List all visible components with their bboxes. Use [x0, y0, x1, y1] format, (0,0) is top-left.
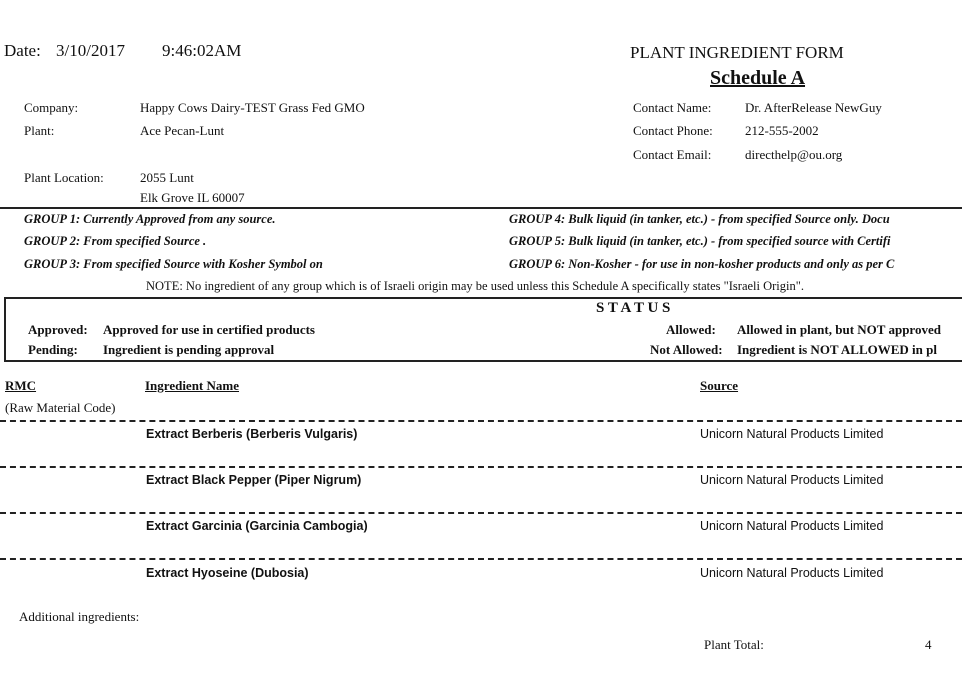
- company-label: Company:: [24, 100, 79, 115]
- col-header-rmc: RMC: [5, 378, 37, 393]
- contact-phone-label: Contact Phone:: [633, 123, 713, 138]
- row-source: Unicorn Natural Products Limited: [700, 427, 884, 441]
- contact-name-value: Dr. AfterRelease NewGuy: [745, 100, 882, 115]
- row-source: Unicorn Natural Products Limited: [700, 519, 884, 533]
- table-row: [0, 420, 962, 466]
- plant-location-line1: 2055 Lunt: [140, 170, 194, 185]
- group-2: GROUP 2: From specified Source .: [24, 234, 207, 248]
- col-header-source: Source: [700, 378, 739, 393]
- israeli-origin-note: NOTE: No ingredient of any group which is of Israeli origin may be used unless this Schedule A specifically states "Israeli Origin".: [146, 279, 804, 293]
- plant-value: Ace Pecan-Lunt: [140, 123, 225, 138]
- plant-total-label: Plant Total:: [704, 637, 764, 652]
- group-3: GROUP 3: From specified Source with Kosher Symbol on: [24, 257, 323, 271]
- schedule-title: Schedule A: [710, 67, 806, 89]
- table-row: [0, 466, 962, 512]
- col-header-rmc-sub: (Raw Material Code): [5, 400, 116, 415]
- group-1: GROUP 1: Currently Approved from any source.: [24, 212, 276, 226]
- table-row: [0, 558, 962, 604]
- contact-name-label: Contact Name:: [633, 100, 712, 115]
- group-5: GROUP 5: Bulk liquid (in tanker, etc.) - from specified source with Certifi: [509, 234, 891, 248]
- group-6: GROUP 6: Non-Kosher - for use in non-kosher products and only as per C: [509, 257, 895, 271]
- status-allowed-label: Allowed:: [666, 322, 716, 337]
- plant-location-line2: Elk Grove IL 60007: [140, 190, 245, 205]
- plant-location-label: Plant Location:: [24, 170, 104, 185]
- time-value: 9:46:02AM: [162, 41, 242, 60]
- status-not-allowed-label: Not Allowed:: [650, 342, 723, 357]
- group-4: GROUP 4: Bulk liquid (in tanker, etc.) - from specified Source only. Docu: [509, 212, 890, 226]
- date-label: Date:: [4, 41, 41, 60]
- date-value: 3/10/2017: [56, 41, 125, 60]
- status-title: S T A T U S: [596, 300, 671, 316]
- row-ingredient: Extract Berberis (Berberis Vulgaris): [146, 427, 358, 441]
- row-source: Unicorn Natural Products Limited: [700, 566, 884, 580]
- table-row: [0, 512, 962, 558]
- contact-email-value: directhelp@ou.org: [745, 147, 843, 162]
- additional-ingredients-label: Additional ingredients:: [19, 609, 140, 624]
- plant-label: Plant:: [24, 123, 55, 138]
- contact-phone-value: 212-555-2002: [745, 123, 819, 138]
- status-allowed-text: Allowed in plant, but NOT approved: [737, 322, 941, 337]
- row-source: Unicorn Natural Products Limited: [700, 473, 884, 487]
- company-value: Happy Cows Dairy-TEST Grass Fed GMO: [140, 100, 365, 115]
- col-header-ingredient: Ingredient Name: [145, 378, 240, 393]
- row-ingredient: Extract Black Pepper (Piper Nigrum): [146, 473, 362, 487]
- contact-email-label: Contact Email:: [633, 147, 712, 162]
- status-not-allowed-text: Ingredient is NOT ALLOWED in pl: [737, 342, 937, 357]
- plant-total-value: 4: [925, 637, 932, 652]
- row-ingredient: Extract Hyoseine (Dubosia): [146, 566, 309, 580]
- status-pending-text: Ingredient is pending approval: [103, 342, 275, 357]
- form-title: PLANT INGREDIENT FORM: [630, 43, 844, 62]
- status-approved-text: Approved for use in certified products: [103, 322, 315, 337]
- groups-top-rule: [0, 207, 962, 209]
- status-approved-label: Approved:: [28, 322, 88, 337]
- row-ingredient: Extract Garcinia (Garcinia Cambogia): [146, 519, 368, 533]
- status-pending-label: Pending:: [28, 342, 78, 357]
